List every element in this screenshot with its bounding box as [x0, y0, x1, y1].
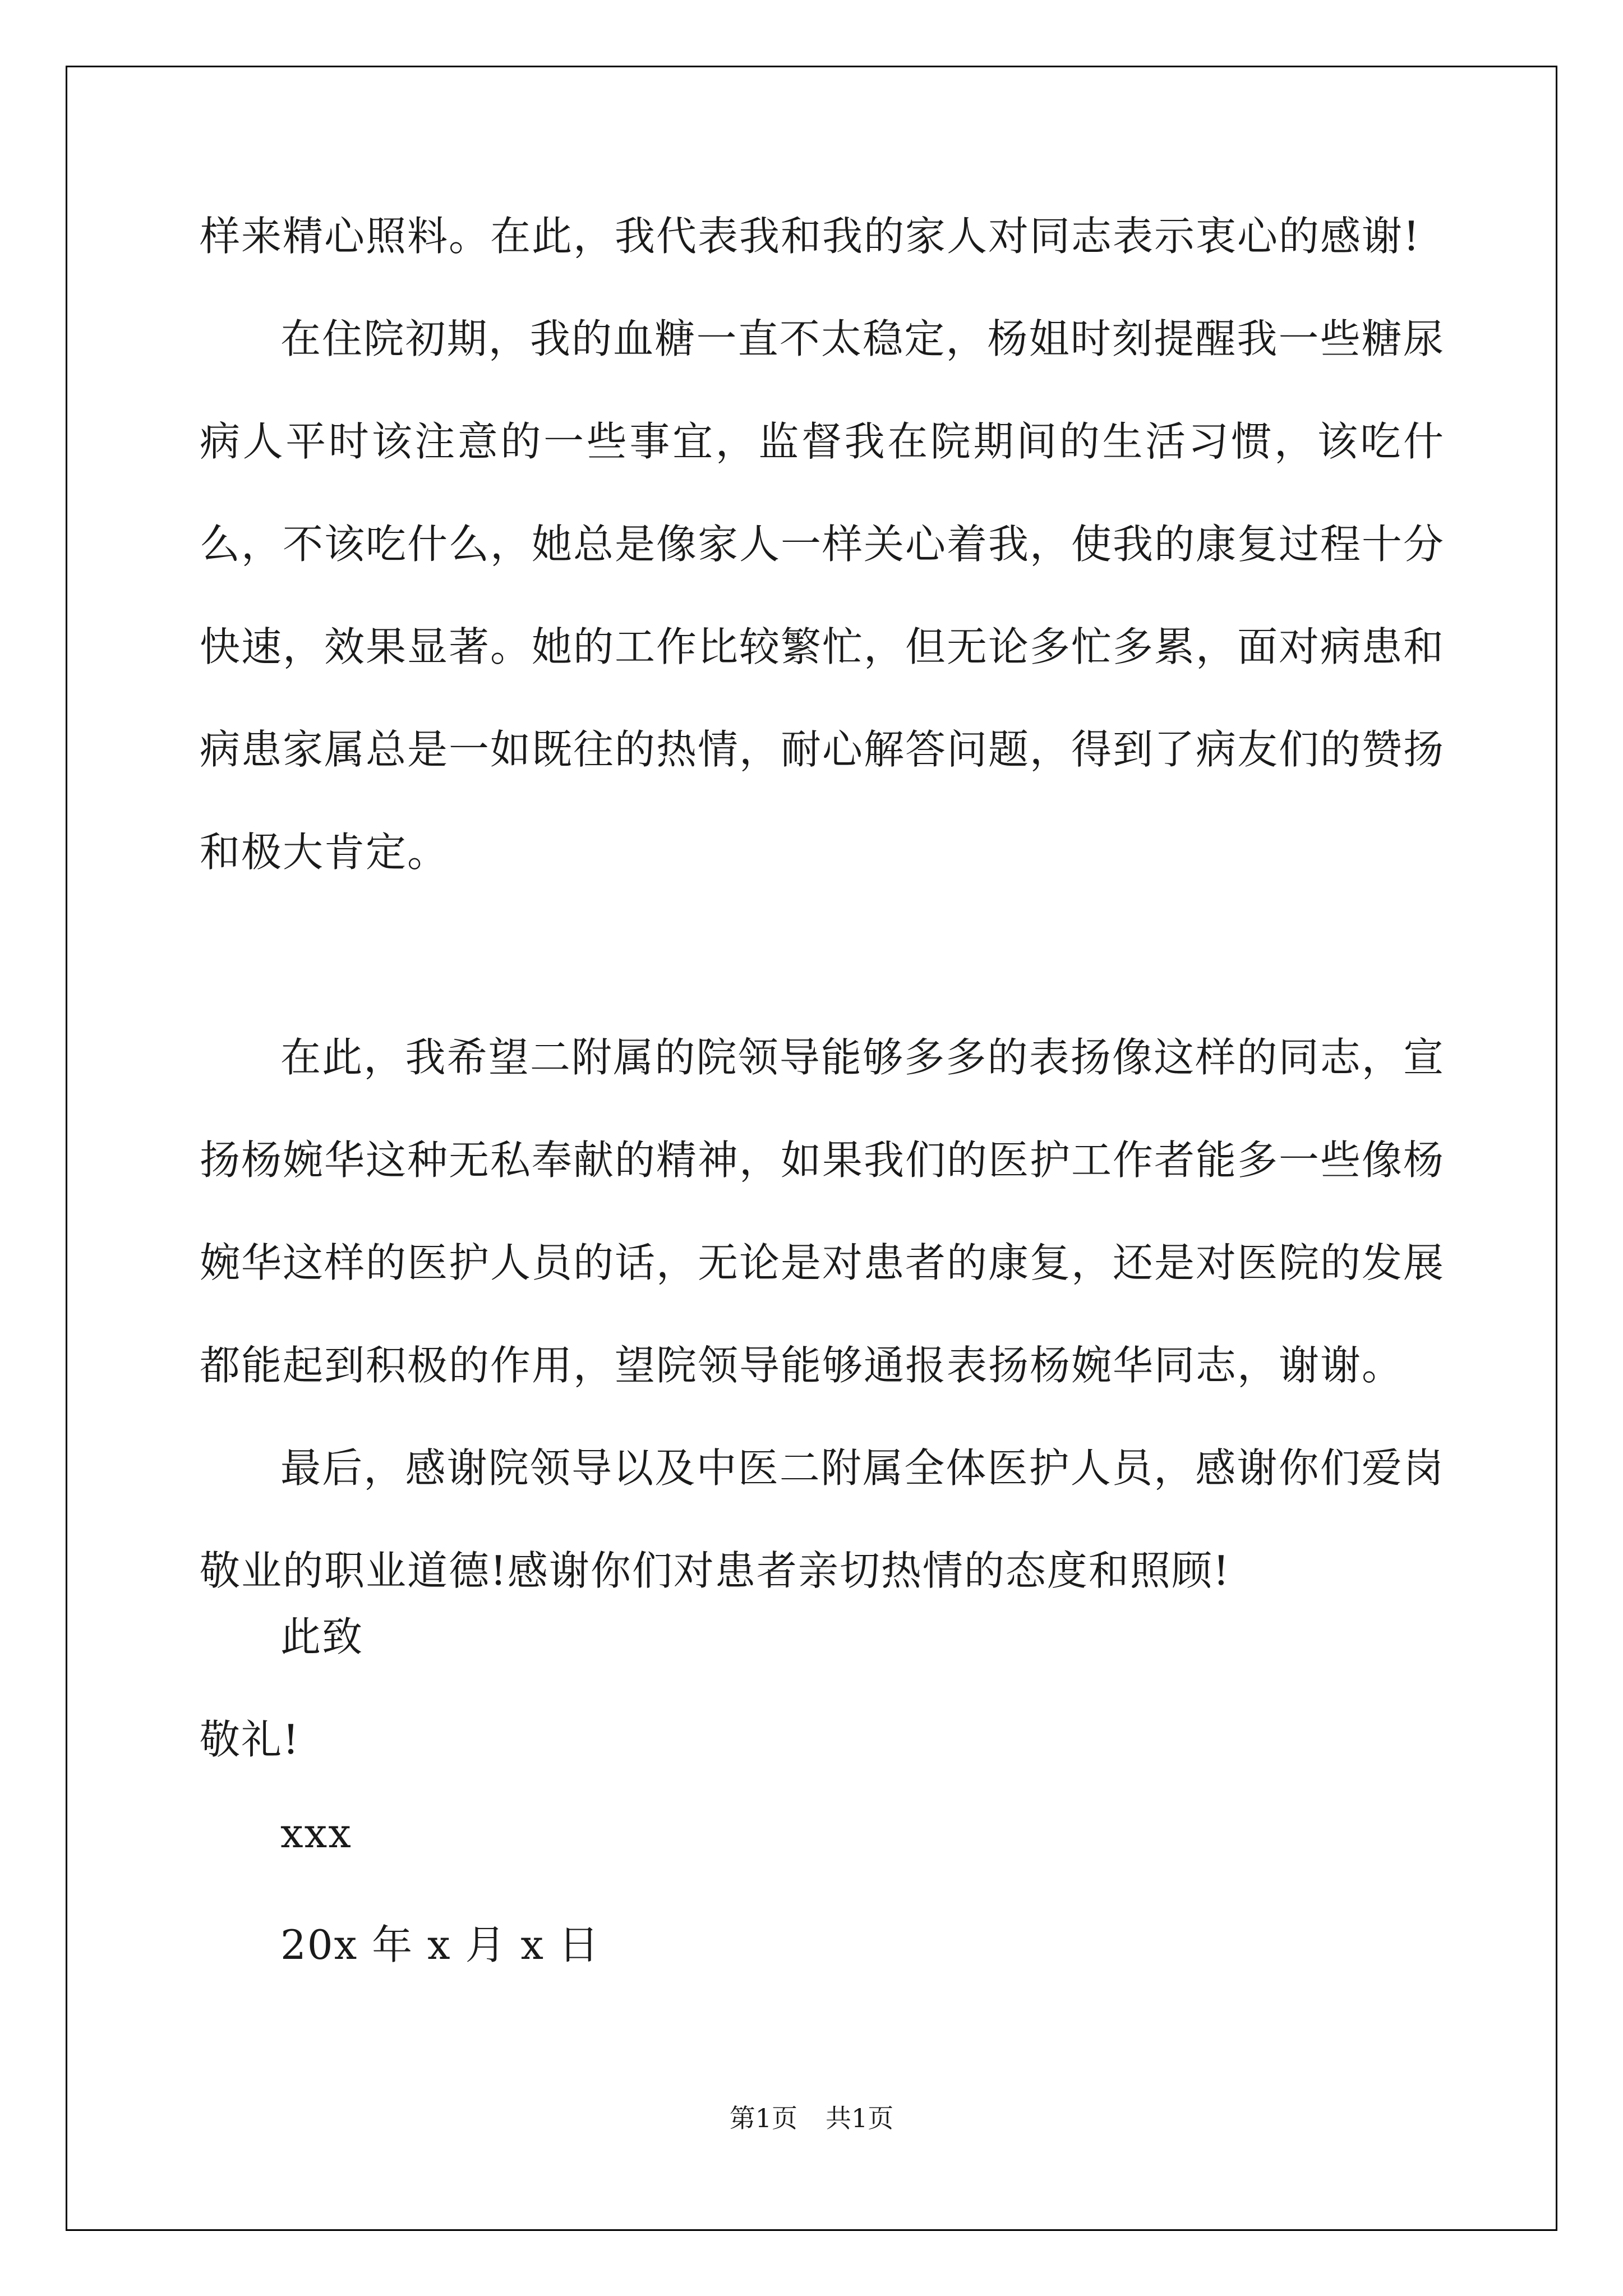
- salute-text: 敬礼!: [200, 1716, 300, 1763]
- page-footer: [0, 2098, 1623, 2135]
- page-number-label: 第1页: [729, 2103, 797, 2133]
- date-text: 20x 年 x 月 x 日: [280, 1921, 600, 1968]
- closing-text: 此致: [280, 1613, 364, 1660]
- paragraph-4: 最后，感谢院领导以及中医二附属全体医护人员，感谢你们爱岗敬业的职业道德!感谢你们对患者亲切热情的态度和照顾!: [200, 1444, 1445, 1594]
- page-total-label: 共1页: [826, 2103, 894, 2133]
- paragraph-2: 在住院初期，我的血糖一直不太稳定，杨姐时刻提醒我一些糖尿病人平时该注意的一些事宜，监督我在院期间的生活习惯，该吃什么，不该吃什么，她总是像家人一样关心着我，使我的康复过程十分快速，效果显著。她的工作比较繁忙，但无论多忙多累，面对病患和病患家属总是一如既往的热情，耐心解答问题，得到了病友们的赞扬和极大肯定。: [200, 315, 1445, 876]
- paragraph-3: 在此，我希望二附属的院领导能够多多的表扬像这样的同志，宣扬杨婉华这种无私奉献的精神，如果我们的医护工作者能多一些像杨婉华这样的医护人员的话，无论是对患者的康复，还是对医院的发展都能起到积极的作用，望院领导能够通报表扬杨婉华同志，谢谢。: [200, 1034, 1445, 1389]
- paragraph-1: 样来精心照料。在此，我代表我和我的家人对同志表示衷心的感谢!: [200, 213, 1421, 260]
- signature-text: xxx: [280, 1810, 352, 1857]
- letter-body: [200, 185, 1445, 1622]
